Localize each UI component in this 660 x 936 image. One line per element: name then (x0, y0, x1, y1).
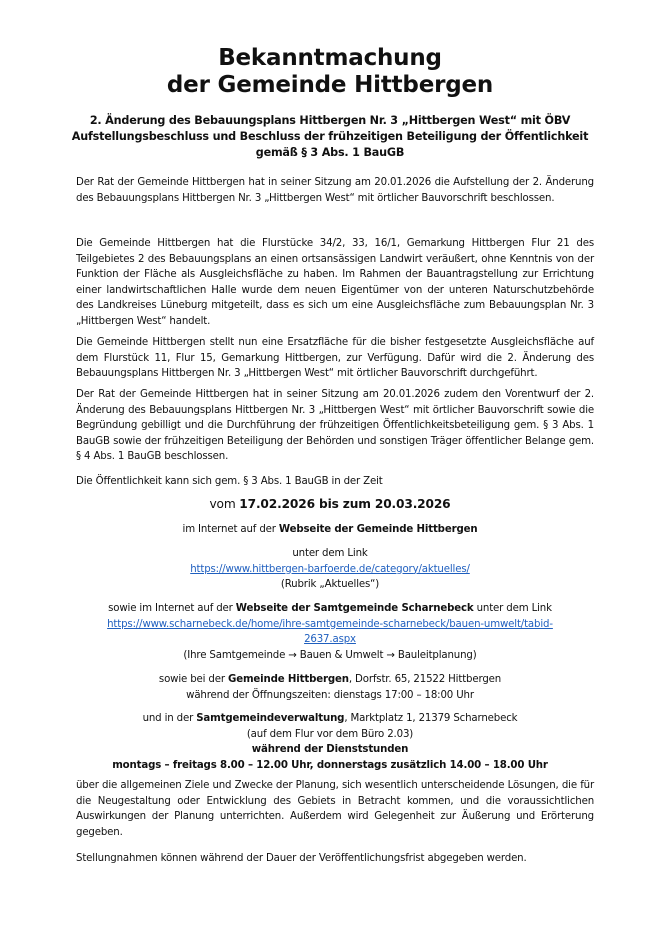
subtitle-line: gemäß § 3 Abs. 1 BauGB (255, 146, 405, 159)
gemeinde-web-line (70, 522, 590, 538)
subtitle-line: Aufstellungsbeschluss und Beschluss der frühzeitigen Beteiligung der Öffentlichkeit (71, 130, 589, 143)
paragraph-preliminary-draft: Der Rat der Gemeinde Hittbergen hat in seiner Sitzung am 20.01.2026 zudem den Vorentwurf der 2. Änderung des Bebauungsplans Hittbergen Nr. 3 „Hittbergen West“ mit örtlicher Bauvorschrift sowie die Begründung gebilligt und die Durchführung der frühzeitigen Öffentlichkeitsbeteiligung gem. § 3 Abs. 1 BauGB sowie der frühzeitigen Beteiligung der Behörden und sonstigen Träger öffentlicher Belange gem. § 4 Abs. 1 BauGB beschlossen. (76, 389, 594, 463)
samtgemeinde-web-prefix: sowie im Internet auf der (108, 603, 236, 614)
gemeinde-web-name: Webseite der Gemeinde Hittbergen (278, 524, 478, 535)
page-title-line2: der Gemeinde Hittbergen (166, 72, 494, 98)
paragraph-statements: Stellungnahmen können während der Dauer der Veröffentlichungsfrist abgegeben werden. (76, 853, 527, 864)
samtgemeinde-web-name: Webseite der Samtgemeinde Scharnebeck (235, 603, 474, 614)
samtgemeinde-web-block (70, 601, 590, 663)
samtgemeinde-office-prefix: und in der (142, 713, 197, 724)
paragraph-council-decision: Der Rat der Gemeinde Hittbergen hat in seiner Sitzung am 20.01.2026 die Aufstellung der 2. Änderung des Bebauungsplans Hittbergen Nr. 3 „Hittbergen West“ mit örtlicher Bauvorschrift beschlossen. (76, 177, 594, 204)
period-dates: 17.02.2026 bis zum 20.03.2026 (239, 497, 451, 511)
paragraph-purpose: über die allgemeinen Ziele und Zwecke der Planung, sich wesentlich unterscheidende Lösungen, die für die Neugestaltung oder Entwicklung des Gebiets in Betracht kommen, und die voraussichtlichen Auswirkungen der Planung unterrichten. Außerdem wird Gelegenheit zur Äußerung und Erörterung gegeben. (76, 780, 594, 838)
office-hours: montags – freitags 8.00 – 12.00 Uhr, donnerstags zusätzlich 14.00 – 18.00 Uhr (112, 759, 548, 771)
rubric-note: (Rubrik „Aktuelles“) (280, 579, 380, 591)
paragraph-public-info-intro: Die Öffentlichkeit kann sich gem. § 3 Abs. 1 BauGB in der Zeit (76, 476, 383, 487)
gemeinde-office-name: Gemeinde Hittbergen (227, 674, 349, 685)
samtgemeinde-office-location: (auf dem Flur vor dem Büro 2.03) (246, 728, 414, 740)
subtitle-line: 2. Änderung des Bebauungsplans Hittbergen Nr. 3 „Hittbergen West“ mit ÖBV (89, 114, 571, 127)
paragraph-background: Die Gemeinde Hittbergen hat die Flurstücke 34/2, 33, 16/1, Gemarkung Hittbergen Flur 21 des Teilgebietes 2 des Bebauungsplans an einen ortsansässigen Landwirt veräußert, ohne Kenntnis von der Funktion der Fläche als Ausgleichsfläche zu haben. Im Rahmen der Bauantragstellung zur Errichtung einer landwirtschaftlichen Halle wurde dem neuen Eigentümer von der unteren Naturschutzbehörde des Landkreises Lüneburg mitgeteilt, dass es sich um eine Ausgleichsfläche zum Bebauungsplan Nr. 3 „Hittbergen West“ handelt. (76, 238, 594, 327)
samtgemeinde-office-name: Samtgemeindeverwaltung (196, 713, 345, 724)
samtgemeinde-web-suffix: unter dem Link (473, 603, 552, 614)
navigation-path: (Ihre Samtgemeinde → Bauen & Umwelt → Bauleitplanung) (183, 649, 477, 661)
gemeinde-web-link-block (70, 546, 590, 593)
samtgemeinde-office-line (70, 711, 590, 727)
hittbergen-website-link[interactable]: https://www.hittbergen-barfoerde.de/category/aktuelles/ (190, 563, 470, 575)
period-prefix: vom (209, 497, 240, 511)
gemeinde-web-prefix: im Internet auf der (182, 524, 279, 535)
gemeinde-office-hours: während der Öffnungszeiten: dienstags 17:00 – 18:00 Uhr (186, 689, 474, 701)
samtgemeinde-office-block (70, 711, 590, 773)
notice-subtitle (70, 113, 590, 161)
gemeinde-office-address: , Dorfstr. 65, 21522 Hittbergen (348, 674, 502, 685)
period-line (70, 496, 590, 513)
scharnebeck-website-link[interactable]: https://www.scharnebeck.de/home/ihre-samtgemeinde-scharnebeck/bauen-umwelt/tabid- (107, 618, 553, 630)
link-intro: unter dem Link (292, 548, 368, 559)
gemeinde-office-line (70, 672, 590, 688)
paragraph-replacement-area: Die Gemeinde Hittbergen stellt nun eine Ersatzfläche für die bisher festgesetzte Ausgleichsfläche auf dem Flurstück 11, Flur 15, Gemarkung Hittbergen, zur Verfügung. Dafür wird die 2. Änderung des Bebauungsplans Hittbergen Nr. 3 „Hittbergen West“ mit örtlicher Bauvorschrift durchgeführt. (76, 337, 594, 380)
gemeinde-office-block (70, 672, 590, 703)
office-hours-title: während der Dienststunden (251, 744, 409, 756)
scharnebeck-website-link-cont[interactable]: 2637.aspx (304, 634, 356, 646)
gemeinde-office-prefix: sowie bei der (158, 674, 228, 685)
samtgemeinde-web-line (70, 601, 590, 617)
page-title: Bekanntmachung (218, 45, 442, 71)
samtgemeinde-office-address: , Marktplatz 1, 21379 Scharnebeck (344, 713, 518, 724)
